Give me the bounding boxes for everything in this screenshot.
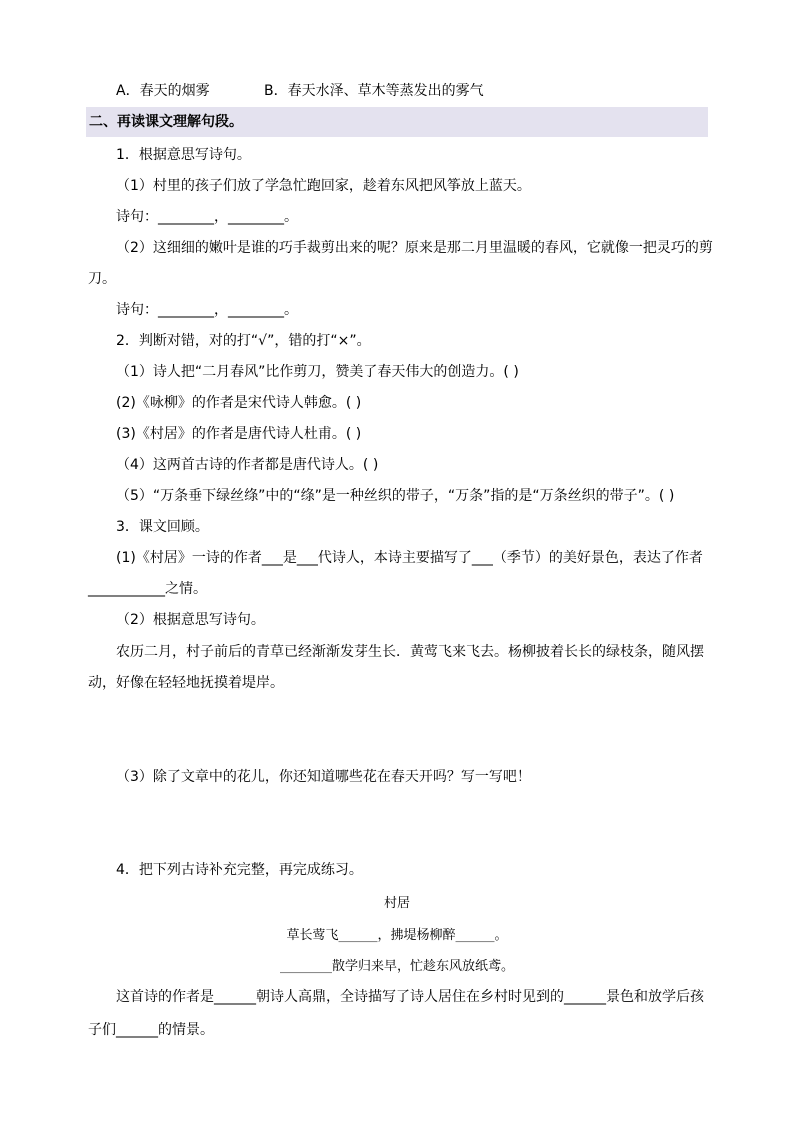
- q3-item-3: （3）除了文章中的花儿，你还知道哪些花在春天开吗？写一写吧！: [116, 769, 531, 785]
- q1-answer-1: 诗句：________，________。: [116, 209, 298, 225]
- q1-item-2-line-2: 刀。: [88, 271, 116, 287]
- q3-item-1-line-2: ___________之情。: [88, 581, 207, 597]
- q2-item-5: （5）“万条垂下绿丝绦”中的“绦”是一种丝织的带子，“万条”指的是“万条丝织的带子”。( ): [116, 488, 675, 504]
- q4-paragraph-line-2: 子们______的情景。: [88, 1022, 214, 1038]
- q2-item-2: (2)《咏柳》的作者是宋代诗人韩愈。( ): [116, 395, 362, 411]
- q3-paragraph-line-2: 动，好像在轻轻地抚摸着堤岸。: [88, 675, 284, 691]
- poem-line-1: 草长莺飞______，拂堤杨柳醉______。: [286, 928, 508, 943]
- option-a: A．春天的烟雾: [116, 83, 210, 99]
- q2-item-4: （4）这两首古诗的作者都是唐代诗人。( ): [116, 457, 379, 473]
- q3-item-2: （2）根据意思写诗句。: [116, 612, 265, 628]
- q1-item-1: （1）村里的孩子们放了学急忙跑回家，趁着东风把风筝放上蓝天。: [116, 178, 531, 194]
- q3-title: 3．课文回顾。: [116, 519, 209, 535]
- q2-title: 2．判断对错，对的打“√”，错的打“×”。: [116, 333, 371, 349]
- q4-title: 4．把下列古诗补充完整，再完成练习。: [116, 862, 363, 878]
- section-2-title: 二、再读课文理解句段。: [89, 114, 243, 130]
- q1-title: 1．根据意思写诗句。: [116, 147, 251, 163]
- q1-item-2-line-1: （2）这细细的嫩叶是谁的巧手裁剪出来的呢？原来是那二月里温暖的春风，它就像一把灵巧的剪: [116, 240, 713, 256]
- q1-answer-2: 诗句：________，________。: [116, 302, 298, 318]
- q3-item-1-line-1: (1)《村居》一诗的作者___是___代诗人，本诗主要描写了___（季节）的美好景色，表达了作者: [116, 550, 703, 566]
- poem-line-2: ________散学归来早，忙趁东风放纸鸢。: [279, 959, 514, 974]
- q2-item-1: （1）诗人把“二月春风”比作剪刀，赞美了春天伟大的创造力。( ): [116, 364, 519, 380]
- q4-paragraph-line-1: 这首诗的作者是______朝诗人高鼎，全诗描写了诗人居住在乡村时见到的______景色和放学后孩: [116, 989, 704, 1005]
- option-b: B．春天水泽、草木等蒸发出的雾气: [264, 83, 484, 99]
- q3-paragraph-line-1: 农历二月，村子前后的青草已经渐渐发芽生长．黄莺飞来飞去。杨柳披着长长的绿枝条，随风摆: [116, 644, 704, 660]
- q2-item-3: (3)《村居》的作者是唐代诗人杜甫。( ): [116, 426, 362, 442]
- poem-title: 村居: [383, 896, 410, 911]
- section-heading-band: [86, 107, 708, 137]
